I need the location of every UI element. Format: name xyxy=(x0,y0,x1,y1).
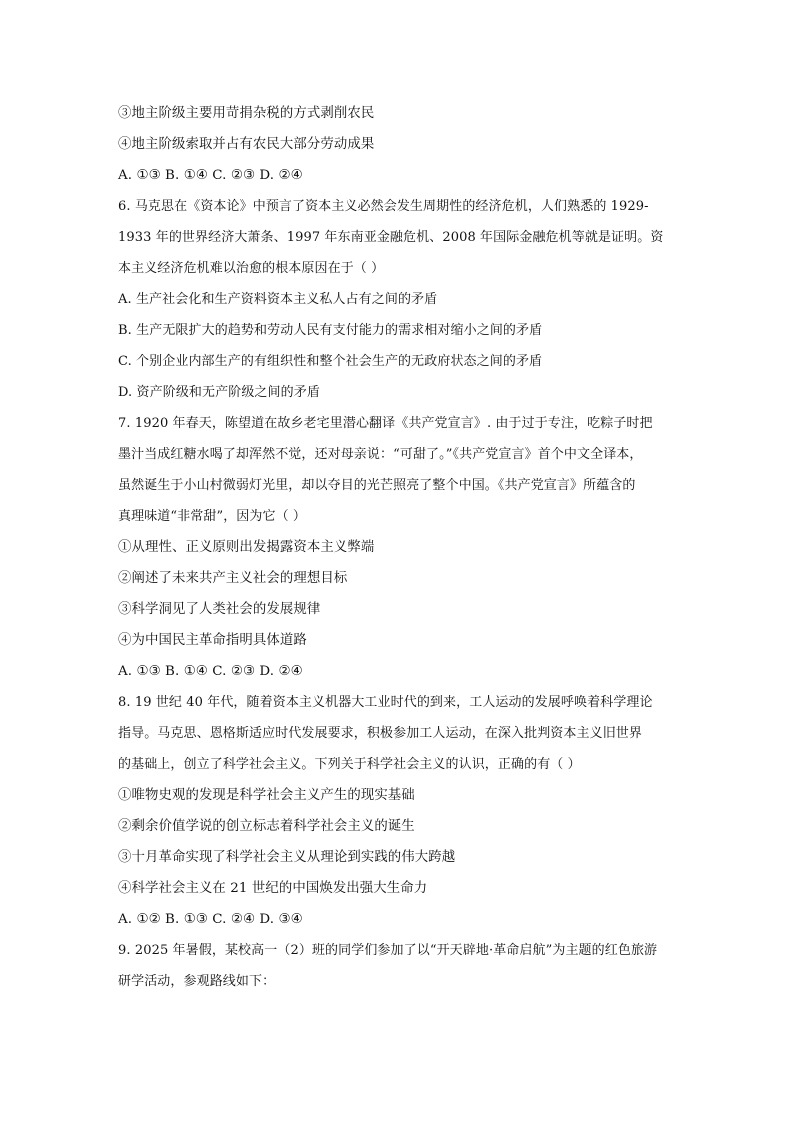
question-9-stem-line-2: 研学活动，参观路线如下： xyxy=(118,974,276,989)
question-7-stem-line-3: 虽然诞生于小山村微弱灯光里，却以夺目的光芒照亮了整个中国。《共产党宣言》所蕴含的 xyxy=(118,478,636,493)
question-6-option-a: A. 生产社会化和生产资料资本主义私人占有之间的矛盾 xyxy=(118,292,438,307)
question-7-stem-line-4: 真理味道“非常甜”，因为它（ ） xyxy=(118,509,307,524)
question-6-option-b: B. 生产无限扩大的趋势和劳动人民有支付能力的需求相对缩小之间的矛盾 xyxy=(118,323,543,338)
question-8-answer-options: A. ①② B. ①③ C. ②④ D. ③④ xyxy=(118,912,303,927)
question-8-statement-2: ②剩余价值学说的创立标志着科学社会主义的诞生 xyxy=(118,819,415,834)
question-8-stem-line-2: 指导。马克思、恩格斯适应时代发展要求，积极参加工人运动，在深入批判资本主义旧世界 xyxy=(118,726,643,741)
document-content xyxy=(118,98,678,997)
question-7-statement-2: ②阐述了未来共产主义社会的理想目标 xyxy=(118,571,348,586)
question-8-statement-3: ③十月革命实现了科学社会主义从理论到实践的伟大跨越 xyxy=(118,850,456,865)
question-7-answer-options: A. ①③ B. ①④ C. ②③ D. ②④ xyxy=(118,664,303,679)
question-7-stem-line-2: 墨汁当成红糖水喝了却浑然不觉，还对母亲说：“可甜了。”《共产党宣言》首个中文全译本， xyxy=(118,447,643,462)
question-9-stem-line-1: 9. 2025 年暑假，某校高一（2）班的同学们参加了以“开天辟地·革命启航”为主题的红色旅游 xyxy=(118,943,658,958)
question-7-statement-4: ④为中国民主革命指明具体道路 xyxy=(118,633,307,648)
question-8-stem-line-1: 8. 19 世纪 40 年代，随着资本主义机器大工业时代的到来，工人运动的发展呼唤着科学理论 xyxy=(118,695,653,710)
question-6-option-d: D. 资产阶级和无产阶级之间的矛盾 xyxy=(118,385,320,400)
question-7-statement-1: ①从理性、正义原则出发揭露资本主义弊端 xyxy=(118,540,375,555)
answer-options-q5: A. ①③ B. ①④ C. ②③ D. ②④ xyxy=(118,168,303,183)
question-6-stem-line-2: 1933 年的世界经济大萧条、1997 年东南亚金融危机、2008 年国际金融危机等就是证明。资 xyxy=(118,230,664,245)
question-7-stem-line-1: 7. 1920 年春天，陈望道在故乡老宅里潜心翻译《共产党宣言》. 由于过于专注，吃粽子时把 xyxy=(118,416,653,431)
question-6-stem-line-3: 本主义经济危机难以治愈的根本原因在于（ ） xyxy=(118,261,385,276)
option-line-3: ③地主阶级主要用苛捐杂税的方式剥削农民 xyxy=(118,106,375,121)
question-7-statement-3: ③科学洞见了人类社会的发展规律 xyxy=(118,602,321,617)
question-6-stem-line-1: 6. 马克思在《资本论》中预言了资本主义必然会发生周期性的经济危机，人们熟悉的 1929- xyxy=(118,199,649,214)
question-8-statement-4: ④科学社会主义在 21 世纪的中国焕发出强大生命力 xyxy=(118,881,428,896)
question-6-option-c: C. 个别企业内部生产的有组织性和整个社会生产的无政府状态之间的矛盾 xyxy=(118,354,543,369)
question-8-statement-1: ①唯物史观的发现是科学社会主义产生的现实基础 xyxy=(118,788,415,803)
question-8-stem-line-3: 的基础上，创立了科学社会主义。下列关于科学社会主义的认识，正确的有（ ） xyxy=(118,757,581,772)
option-line-4: ④地主阶级索取并占有农民大部分劳动成果 xyxy=(118,137,375,152)
